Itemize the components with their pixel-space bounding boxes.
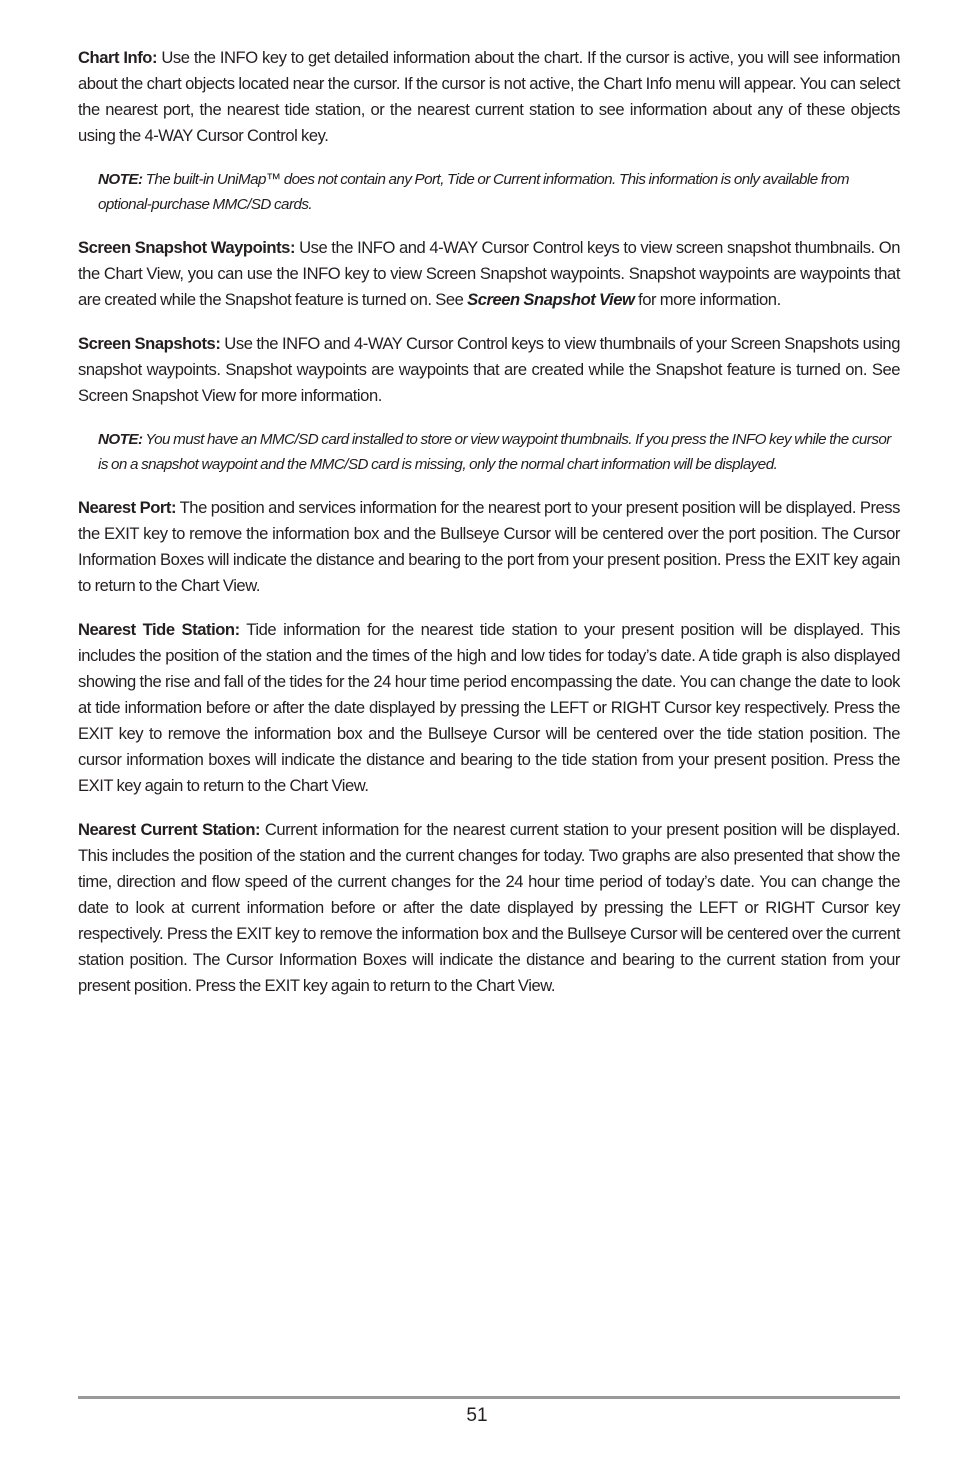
screen-snapshots-text: Use the INFO and 4-WAY Cursor Control keys to view thumbnails of your Screen Snapshots using snapshot waypoints. Snapshot waypoints are waypoints that are created while the Snapshot feature is turned on. See Screen Snapshot View for more information. [78,334,900,405]
note-mmc-card [98,427,900,477]
paragraph-snapshot-waypoints [78,235,900,313]
nearest-port-label: Nearest Port: [78,498,177,517]
paragraph-nearest-tide-station [78,617,900,799]
paragraph-nearest-current-station [78,817,900,999]
note-mmc-card-text: You must have an MMC/SD card installed to store or view waypoint thumbnails. If you press the INFO key while the cursor is on a snapshot waypoint and the MMC/SD card is missing, only the normal chart information will be displayed. [98,431,891,473]
chart-info-label: Chart Info: [78,48,158,67]
snapshot-waypoints-text: Use the INFO and 4-WAY Cursor Control keys to view screen snapshot thumbnails. On the Chart View, you can use the INFO key to view Screen Snapshot waypoints. Snapshot waypoints are waypoints that are created while the Snapshot feature is turned on. See [78,238,900,309]
note-unimap [98,167,900,217]
snapshot-waypoints-text-after: for more information. [634,290,781,309]
nearest-tide-station-label: Nearest Tide Station: [78,620,240,639]
note-label: NOTE: [98,431,143,448]
note-unimap-text: The built-in UniMap™ does not contain any Port, Tide or Current information. This information is only available from optional-purchase MMC/SD cards. [98,171,849,213]
page-number: 51 [466,1405,488,1426]
footer-divider [78,1396,900,1399]
screen-snapshots-label: Screen Snapshots: [78,334,221,353]
nearest-current-station-text: Current information for the nearest current station to your present position will be displayed. This includes the position of the station and the current changes for today. Two graphs are also presented that show the time, direction and flow speed of the current changes for the 24 hour time period of today’s date. You can change the date to look at current information before or after the date displayed by pressing the LEFT or RIGHT Cursor key respectively. Press the EXIT key to remove the information box and the Bullseye Cursor will be centered over the current station position. The Cursor Information Boxes will indicate the distance and bearing to the current station from your present position. Press the EXIT key again to return to the Chart View. [78,820,900,995]
note-label: NOTE: [98,171,143,188]
screen-snapshot-view-reference: Screen Snapshot View [467,290,635,309]
nearest-current-station-label: Nearest Current Station: [78,820,261,839]
paragraph-chart-info [78,45,900,149]
paragraph-screen-snapshots [78,331,900,409]
snapshot-waypoints-label: Screen Snapshot Waypoints: [78,238,296,257]
page-body [78,45,900,1017]
nearest-tide-station-text: Tide information for the nearest tide station to your present position will be displayed. This includes the position of the station and the times of the high and low tides for today’s date. A tide graph is also displayed showing the rise and fall of the tides for the 24 hour time period encompassing the date. You can change the date to look at tide information before or after the date displayed by pressing the LEFT or RIGHT Cursor key respectively. Press the EXIT key to remove the information box and the Bullseye Cursor will be centered over the tide station position. The cursor information boxes will indicate the distance and bearing to the tide station from your present position. Press the EXIT key again to return to the Chart View. [78,620,900,795]
chart-info-text: Use the INFO key to get detailed information about the chart. If the cursor is active, you will see information about the chart objects located near the cursor. If the cursor is not active, the Chart Info menu will appear. You can select the nearest port, the nearest tide station, or the nearest current station to see information about any of these objects using the 4-WAY Cursor Control key. [78,48,900,145]
paragraph-nearest-port [78,495,900,599]
nearest-port-text: The position and services information for the nearest port to your present position will be displayed. Press the EXIT key to remove the information box and the Bullseye Cursor will be centered over the port position. The Cursor Information Boxes will indicate the distance and bearing to the port from your present position. Press the EXIT key again to return to the Chart View. [78,498,900,595]
